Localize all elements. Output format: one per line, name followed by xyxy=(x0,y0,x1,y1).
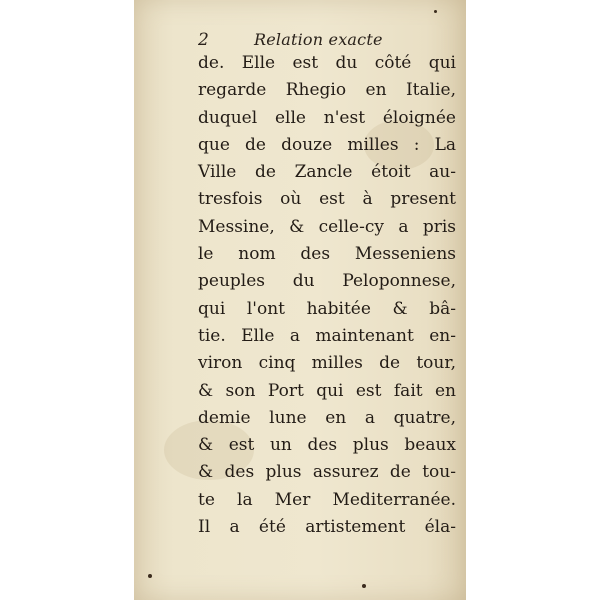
text-line: te la Mer Mediterranée. xyxy=(198,489,456,510)
text-line: tresfois où est à present xyxy=(198,189,456,210)
text-line: qui l'ont habitée & bâ- xyxy=(198,298,456,319)
book-page xyxy=(134,0,466,600)
text-line: & est un des plus beaux xyxy=(198,435,456,456)
page-number: 2 xyxy=(198,30,209,50)
text-line: Messine, & celle-cy a pris xyxy=(198,216,456,237)
running-title: Relation exacte xyxy=(254,30,383,49)
paper-speck xyxy=(148,574,152,578)
body-text xyxy=(198,50,456,541)
text-line: & des plus assurez de tou- xyxy=(198,462,456,483)
text-line: de. Elle est du côté qui xyxy=(198,53,456,73)
paper-speck xyxy=(434,10,437,13)
text-line: le nom des Messeniens xyxy=(198,244,456,265)
text-line: Il a été artistement éla- xyxy=(198,517,456,538)
text-line: Ville de Zancle étoit au- xyxy=(198,162,456,183)
text-line: que de douze milles : La xyxy=(198,134,456,155)
paper-speck xyxy=(362,584,366,588)
ink-show-through xyxy=(464,500,466,580)
text-line: demie lune en a quatre, xyxy=(198,407,456,428)
text-line: peuples du Peloponnese, xyxy=(198,271,456,292)
text-line: duquel elle n'est éloignée xyxy=(198,107,456,128)
text-line: tie. Elle a maintenant en- xyxy=(198,325,456,346)
text-line: regarde Rhegio en Italie, xyxy=(198,80,456,101)
text-line: & son Port qui est fait en xyxy=(198,380,456,401)
text-line: viron cinq milles de tour, xyxy=(198,353,456,374)
